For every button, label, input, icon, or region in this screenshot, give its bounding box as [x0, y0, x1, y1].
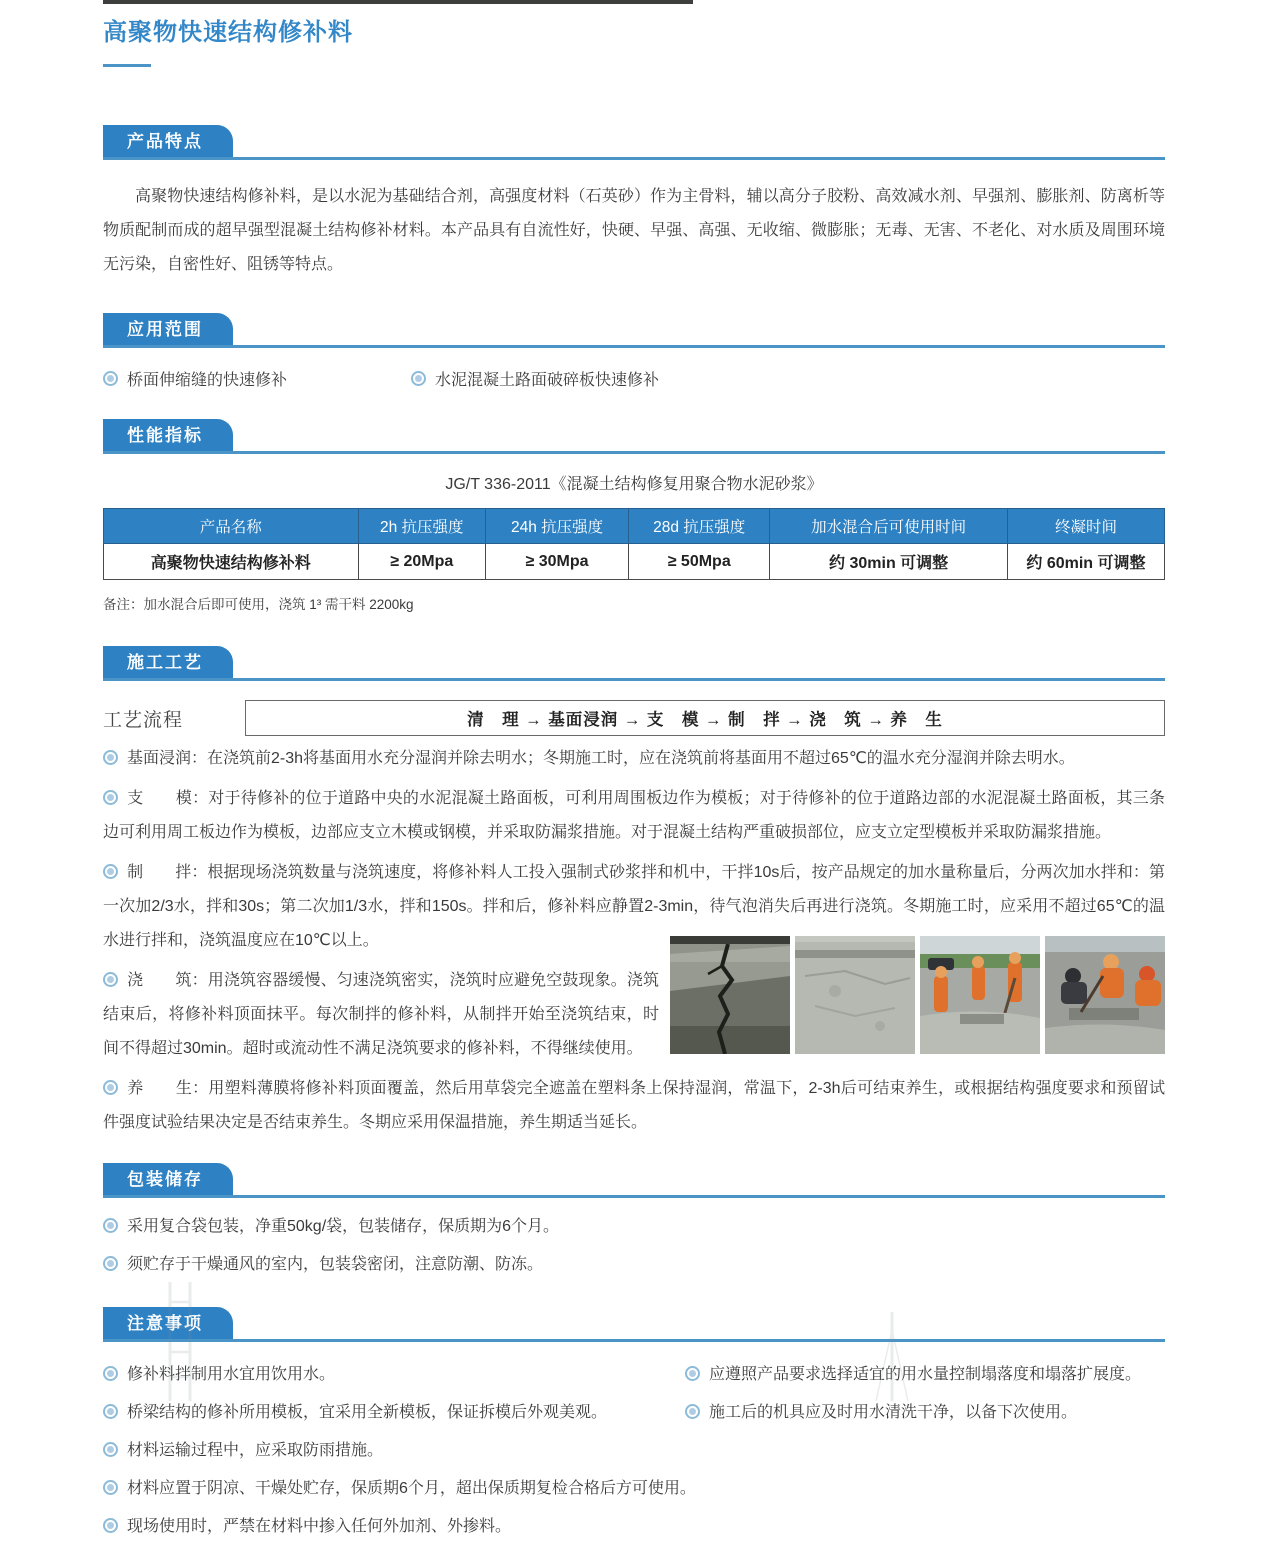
list-item — [685, 1360, 1165, 1390]
table-cell: 约 30min 可调整 — [770, 544, 1008, 580]
list-item — [103, 1250, 1165, 1280]
section-features-tab: 产品特点 — [103, 125, 233, 157]
packaging-list — [103, 1212, 1165, 1280]
section-packaging-head — [103, 1163, 1165, 1198]
packaging-item-label: 须贮存于干燥通风的室内，包装袋密闭，注意防潮、防冻。 — [127, 1256, 544, 1273]
note-item-label: 现场使用时，严禁在材料中掺入任何外加剂、外掺料。 — [127, 1518, 512, 1535]
table-header-cell: 2h 抗压强度 — [358, 509, 485, 544]
page-content — [103, 0, 1165, 1542]
step-text: 基面浸润：在浇筑前2-3h将基面用水充分湿润并除去明水；冬期施工时，应在浇筑前将基面用不超过65℃的温水充分湿润并除去明水。 — [127, 750, 1075, 767]
page-top-rule — [103, 0, 693, 4]
ring-bullet-icon — [103, 1480, 118, 1495]
process-flow-row — [103, 700, 1165, 736]
application-item-label: 水泥混凝土路面破碎板快速修补 — [435, 372, 660, 389]
ring-bullet-icon — [103, 972, 118, 987]
standard-reference: JG/T 336-2011《混凝土结构修复用聚合物水泥砂浆》 — [445, 476, 823, 493]
ring-bullet-icon — [685, 1366, 700, 1381]
bridge-spire-watermark — [872, 1312, 912, 1401]
note-item-label: 应遵照产品要求选择适宜的用水量控制塌落度和塌落扩展度。 — [709, 1366, 1142, 1383]
table-cell: ≥ 50Mpa — [629, 544, 770, 580]
notes-list — [103, 1352, 1165, 1542]
performance-table — [103, 508, 1165, 580]
ring-bullet-icon — [411, 371, 426, 386]
ring-bullet-icon — [103, 1442, 118, 1457]
workers-chiseling-photo — [920, 936, 1040, 1054]
site-photo-strip — [670, 936, 1165, 1054]
table-cell: ≥ 20Mpa — [358, 544, 485, 580]
ring-bullet-icon — [103, 1256, 118, 1271]
bridge-tower-watermark — [158, 1282, 204, 1401]
step-text: 制 拌：根据现场浇筑数量与浇筑速度，将修补料人工投入强制式砂浆拌和机中，干拌10s后，按产品规定的加水量称量后，分两次加水拌和：第一次加2/3水，拌和30s；第二次加1/3水，拌和150s。拌和后，修补料应静置2-3min，待气泡消失后再进行浇筑。冬期施工时，应采用不超过65℃的温水进行拌和，浇筑温度应在10℃以上。 — [103, 864, 1165, 949]
applications-list — [103, 367, 1165, 390]
section-performance-head — [103, 419, 1165, 454]
flow-label: 工艺流程 — [103, 709, 184, 731]
table-row — [104, 544, 1165, 580]
cracked-pavement-photo — [670, 936, 790, 1054]
ring-bullet-icon — [103, 1080, 118, 1095]
list-item — [103, 1512, 1165, 1542]
section-process-head — [103, 646, 1165, 681]
title-underline — [103, 64, 151, 67]
process-steps — [103, 742, 1165, 1140]
ring-bullet-icon — [103, 1218, 118, 1233]
note-item-label: 材料运输过程中，应采取防雨措施。 — [127, 1442, 384, 1459]
section-applications-head — [103, 313, 1165, 348]
note-item-label: 材料应置于阴凉、干燥处贮存，保质期6个月，超出保质期复检合格后方可使用。 — [127, 1480, 696, 1497]
process-step — [103, 782, 1165, 850]
note-item-label: 施工后的机具应及时用水清洗干净，以备下次使用。 — [709, 1404, 1078, 1421]
section-notes-tab: 注意事项 — [103, 1307, 233, 1339]
section-packaging-tab: 包装储存 — [103, 1163, 233, 1195]
ring-bullet-icon — [103, 371, 118, 386]
step-text: 养 生：用塑料薄膜将修补料顶面覆盖，然后用草袋完全遮盖在塑料条上保持湿润，常温下，2-3h后可结束养生，或根据结构强度要求和预留试件强度试验结果决定是否结束养生。冬期应采用保温措施，养生期适当延长。 — [103, 1080, 1165, 1131]
pour-step-and-photos — [103, 958, 1165, 1066]
table-header-cell: 终凝时间 — [1007, 509, 1164, 544]
process-step — [103, 1072, 1165, 1140]
list-item — [103, 1212, 1165, 1242]
ring-bullet-icon — [103, 864, 118, 879]
ring-bullet-icon — [103, 1366, 118, 1381]
broken-slab-photo — [795, 936, 915, 1054]
ring-bullet-icon — [103, 790, 118, 805]
step-text: 浇 筑：用浇筑容器缓慢、匀速浇筑密实，浇筑时应避免空鼓现象。浇筑结束后，将修补料顶面抹平。每次制拌的修补料，从制拌开始至浇筑结束，时间不得超过30min。超时或流动性不满足浇筑要求的修补料，不得继续使用。 — [103, 972, 659, 1057]
note-item-label: 桥梁结构的修补所用模板，宜采用全新模板，保证拆模后外观美观。 — [127, 1404, 608, 1421]
section-applications-tab: 应用范围 — [103, 313, 233, 345]
ring-bullet-icon — [103, 750, 118, 765]
workers-pouring-photo — [1045, 936, 1165, 1054]
flow-diagram: 清 理 → 基面浸润 → 支 模 → 制 拌 → 浇 筑 → 养 生 — [245, 700, 1165, 736]
table-header-cell: 28d 抗压强度 — [629, 509, 770, 544]
page-title: 高聚物快速结构修补料 — [103, 19, 353, 46]
process-step — [103, 742, 1165, 776]
table-header-cell: 产品名称 — [104, 509, 359, 544]
list-item — [411, 367, 659, 390]
table-cell: 高聚物快速结构修补料 — [104, 544, 359, 580]
table-cell: 约 60min 可调整 — [1007, 544, 1164, 580]
section-notes-head — [103, 1307, 1165, 1342]
section-process-tab: 施工工艺 — [103, 646, 233, 678]
section-performance-tab: 性能指标 — [103, 419, 233, 451]
table-cell: ≥ 30Mpa — [485, 544, 628, 580]
process-step — [103, 964, 659, 1066]
list-item — [103, 1474, 1165, 1504]
list-item — [685, 1398, 1165, 1428]
ring-bullet-icon — [685, 1404, 700, 1419]
list-item — [103, 1436, 1165, 1466]
ring-bullet-icon — [103, 1518, 118, 1533]
section-features-head — [103, 125, 1165, 160]
note-item-label: 修补料拌制用水宜用饮用水。 — [127, 1366, 336, 1383]
table-header-row — [104, 509, 1165, 544]
table-header-cell: 加水混合后可使用时间 — [770, 509, 1008, 544]
table-footnote: 备注：加水混合后即可使用，浇筑 1³ 需干料 2200kg — [103, 597, 414, 612]
step-text: 支 模：对于待修补的位于道路中央的水泥混凝土路面板，可利用周围板边作为模板；对于待修补的位于道路边部的水泥混凝土路面板，其三条边可利用周工板边作为模板，边部应支立木模或钢模，并采取防漏浆措施。对于混凝土结构严重破损部位，应支立定型模板并采取防漏浆措施。 — [103, 790, 1165, 841]
list-item — [103, 367, 411, 390]
features-paragraph: 高聚物快速结构修补料，是以水泥为基础结合剂，高强度材料（石英砂）作为主骨料，辅以高分子胶粉、高效减水剂、早强剂、膨胀剂、防离析等物质配制而成的超早强型混凝土结构修补材料。本产品具有自流性好，快硬、早强、高强、无收缩、微膨胀；无毒、无害、不老化、对水质及周围环境无污染，自密性好、阻锈等特点。 — [103, 188, 1165, 273]
packaging-item-label: 采用复合袋包装，净重50kg/袋，包装储存，保质期为6个月。 — [127, 1218, 560, 1235]
table-header-cell: 24h 抗压强度 — [485, 509, 628, 544]
ring-bullet-icon — [103, 1404, 118, 1419]
application-item-label: 桥面伸缩缝的快速修补 — [127, 372, 288, 389]
list-item — [103, 1398, 685, 1428]
